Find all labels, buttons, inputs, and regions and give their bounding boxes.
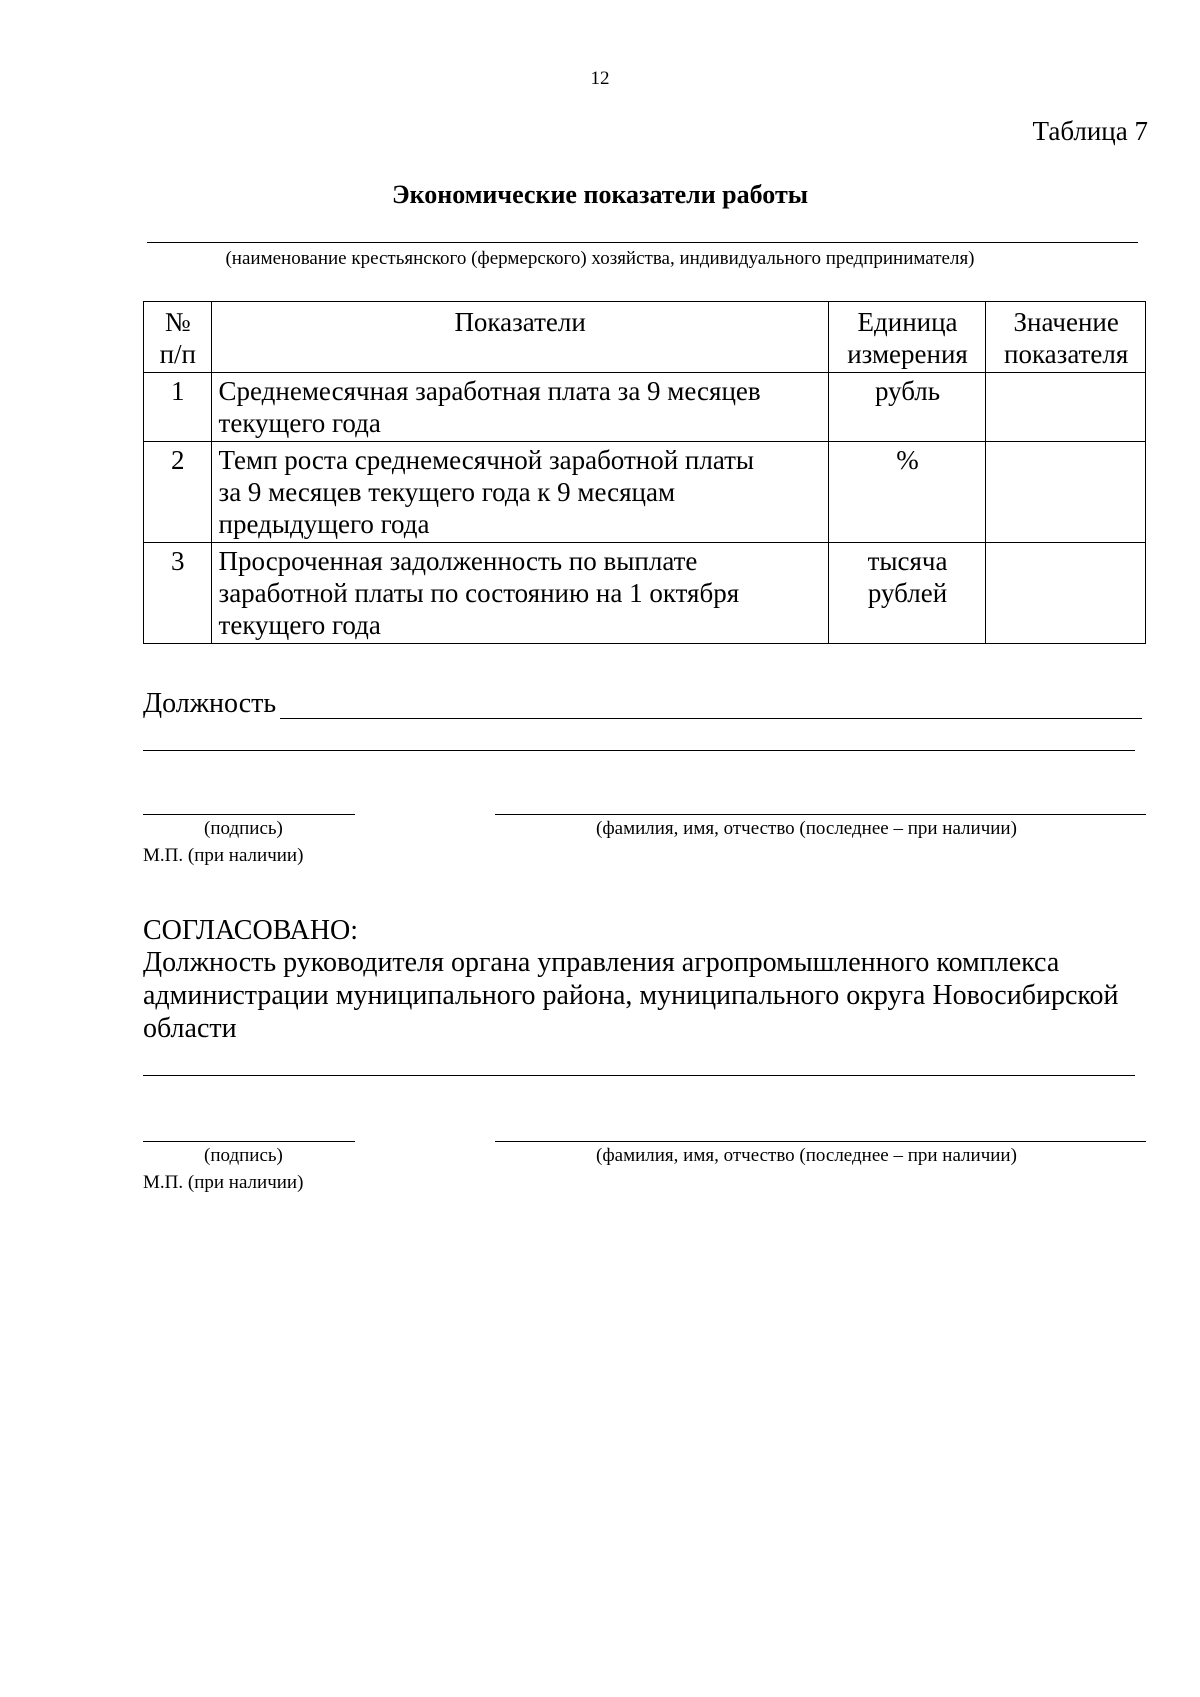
header-value: Значение показателя	[986, 302, 1146, 373]
fio-line[interactable]	[495, 1141, 1146, 1142]
signature-line[interactable]	[143, 814, 355, 815]
header-indicators: Показатели	[211, 302, 828, 373]
org-name-caption: (наименование крестьянского (фермерского) хозяйства, индивидуального предпринимателя)	[225, 248, 975, 269]
signature-caption: (подпись)	[204, 818, 283, 839]
position-line-second[interactable]	[143, 750, 1135, 751]
row-value-cell[interactable]	[986, 373, 1146, 442]
row-indicator: Среднемесячная заработная плата за 9 месяцев текущего года	[211, 373, 828, 442]
row-indicator: Темп роста среднемесячной заработной платы за 9 месяцев текущего года к 9 месяцам предыдущего года	[211, 442, 828, 543]
fio-line[interactable]	[495, 814, 1146, 815]
row-unit: тысяча рублей	[828, 543, 986, 644]
table-row	[144, 543, 1146, 644]
approval-heading: СОГЛАСОВАНО:	[143, 915, 359, 946]
stamp-label: М.П. (при наличии)	[143, 1172, 304, 1193]
row-unit: рубль	[828, 373, 986, 442]
indicators-table	[143, 301, 1146, 644]
header-number: № п/п	[144, 302, 212, 373]
table-row	[144, 442, 1146, 543]
row-number: 3	[144, 543, 212, 644]
header-unit: Единица измерения	[828, 302, 986, 373]
position-line[interactable]	[280, 718, 1142, 719]
org-name-line[interactable]	[147, 242, 1138, 243]
page-number: 12	[590, 68, 610, 89]
row-number: 2	[144, 442, 212, 543]
document-title: Экономические показатели работы	[391, 180, 809, 209]
table-header-row	[144, 302, 1146, 373]
row-value-cell[interactable]	[986, 442, 1146, 543]
approval-text: Должность руководителя органа управления агропромышленного комплекса администрации муниципального района, муниципального округа Новосибирской области	[143, 947, 1119, 1044]
approval-position-line[interactable]	[143, 1075, 1135, 1076]
fio-caption: (фамилия, имя, отчество (последнее – при наличии)	[596, 818, 1017, 839]
signature-caption: (подпись)	[204, 1145, 283, 1166]
fio-caption: (фамилия, имя, отчество (последнее – при наличии)	[596, 1145, 1017, 1166]
position-label: Должность	[143, 688, 277, 719]
row-value-cell[interactable]	[986, 543, 1146, 644]
table-label: Таблица 7	[1032, 116, 1148, 146]
row-number: 1	[144, 373, 212, 442]
stamp-label: М.П. (при наличии)	[143, 845, 304, 866]
signature-line[interactable]	[143, 1141, 355, 1142]
row-indicator: Просроченная задолженность по выплате заработной платы по состоянию на 1 октября текущего года	[211, 543, 828, 644]
row-unit: %	[828, 442, 986, 543]
table-row	[144, 373, 1146, 442]
